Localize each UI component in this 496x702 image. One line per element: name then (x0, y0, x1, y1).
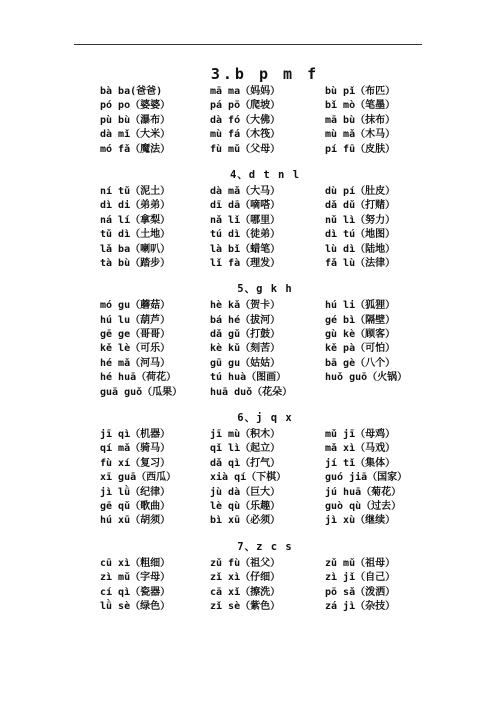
word-entry: mā ma（妈妈） (210, 86, 281, 97)
word-entry: cí qì（瓷器） (100, 586, 171, 598)
word-row (100, 143, 430, 157)
word-row (100, 557, 430, 571)
word-entry: gé bì（隔壁） (325, 314, 396, 326)
word-row (100, 228, 430, 242)
word-entry: tǔ dì（土地） (100, 229, 171, 241)
word-row (100, 428, 430, 442)
word-entry: nǔ lì（努力） (325, 214, 396, 226)
word-row (100, 486, 430, 500)
word-entry: dà fó（大佛） (210, 114, 281, 126)
word-entry: hé huā（荷花） (100, 372, 177, 384)
word-entry: lù dì（陆地） (325, 243, 396, 255)
word-entry: jī qì（机器） (100, 429, 171, 441)
word-entry: fù mǔ（父母） (210, 143, 281, 155)
word-entry: dǎ gǔ（打鼓） (210, 329, 281, 341)
word-entry: gù kè（顾客） (325, 329, 396, 341)
word-row (100, 199, 430, 213)
word-entry: là bǐ（蜡笔） (210, 243, 281, 255)
section-title: 5、g k h (237, 283, 293, 296)
section-title: 6、j q x (237, 412, 293, 425)
word-entry: fǎ lù（法律） (325, 257, 396, 269)
section (100, 64, 430, 157)
word-entry: lǎ ba（喇叭） (100, 243, 171, 255)
word-entry: zá jì（杂技） (325, 600, 396, 612)
word-entry: hé mǎ（河马） (100, 357, 171, 369)
word-entry: cā xǐ（擦洗） (210, 586, 281, 598)
word-entry: qí mǎ（骑马） (100, 443, 171, 455)
section-title: 3.b p m f (210, 65, 320, 83)
word-row (100, 386, 430, 400)
word-row (100, 214, 430, 228)
word-entry: guó jiā（国家） (325, 472, 408, 484)
word-entry: huā duǒ（花朵） (210, 386, 293, 398)
word-entry: pù bù（瀑布） (100, 114, 171, 126)
word-entry: mā bù（抹布） (325, 114, 396, 126)
word-entry: jì lǜ（纪律） (100, 486, 171, 498)
word-entry: dì tú（地图） (325, 229, 396, 241)
word-row (100, 586, 430, 600)
word-entry: xī guā（西瓜） (100, 472, 177, 484)
word-entry: mǎ xì（马戏） (325, 443, 396, 455)
word-entry: huǒ guō（火锅） (325, 372, 408, 384)
word-row (100, 357, 430, 371)
word-entry: jí tǐ（集体） (325, 457, 396, 469)
word-row (100, 114, 430, 128)
word-row (100, 457, 430, 471)
word-row (100, 342, 430, 356)
word-entry: guā guǒ（瓜果） (100, 386, 183, 398)
word-row (100, 243, 430, 257)
section (100, 410, 430, 529)
word-entry: lǐ fà（理发） (210, 257, 281, 269)
section-title: 4、d t n l (229, 168, 301, 181)
word-row (100, 299, 430, 313)
word-entry: zǐ sè（紫色） (210, 600, 281, 612)
word-entry: gē qǔ（歌曲） (100, 500, 171, 512)
word-entry: bǐ mò（笔墨） (325, 100, 396, 112)
word-entry: lǜ sè（绿色） (100, 600, 171, 612)
word-entry: ná lí（拿梨） (100, 214, 171, 226)
word-entry: mǔ jī（母鸡） (325, 429, 396, 441)
word-row (100, 500, 430, 514)
section-title: 7、z c s (237, 540, 293, 553)
word-entry: hú li（狐狸） (325, 300, 396, 312)
word-entry: pá pō（爬坡） (210, 100, 281, 112)
word-row (100, 314, 430, 328)
word-row (100, 371, 430, 385)
word-entry: bā gè（八个） (325, 357, 396, 369)
word-entry: ní tǔ（泥土） (100, 185, 171, 197)
word-entry: mù mǎ（木马） (325, 129, 396, 141)
word-entry: tà bù（踏步） (100, 257, 171, 269)
word-entry: bà ba(爸爸) (100, 86, 163, 97)
word-entry: bù pǐ（布匹） (325, 86, 396, 97)
word-entry: mù fá（木筏） (210, 129, 281, 141)
word-entry (325, 386, 430, 400)
section (100, 167, 430, 271)
word-row (100, 442, 430, 456)
word-entry: gē ge（哥哥） (100, 329, 171, 341)
word-row (100, 257, 430, 271)
word-entry: cū xì（粗细） (100, 557, 171, 569)
word-row (100, 571, 430, 585)
word-entry: tú huà（图画） (210, 372, 287, 384)
pinyin-word-list (100, 64, 430, 614)
word-entry: dī dā（嘀嗒） (210, 200, 281, 212)
word-entry: dà mǐ（大米） (100, 129, 171, 141)
word-entry: zǔ mǔ（祖母） (325, 557, 396, 569)
word-entry: dà mǎ（大马） (210, 185, 281, 197)
word-entry: kě lè（可乐） (100, 343, 171, 355)
word-entry: zǔ fù（祖父） (210, 557, 281, 569)
word-entry: hú lu（葫芦） (100, 314, 171, 326)
word-entry: dǎ dǔ（打赌） (325, 200, 396, 212)
word-entry: zì mǔ（字母） (100, 572, 171, 584)
word-entry: mó fǎ（魔法） (100, 143, 171, 155)
word-row (100, 514, 430, 528)
word-entry: qǐ lì（起立） (210, 443, 281, 455)
word-row (100, 185, 430, 199)
section (100, 539, 430, 615)
word-entry: jù dà（巨大） (210, 486, 281, 498)
word-entry: zǐ xì（仔细） (210, 572, 281, 584)
word-entry: dù pí（肚皮） (325, 185, 396, 197)
word-entry: kě pà（可怕） (325, 343, 396, 355)
word-row (100, 99, 430, 113)
word-entry: jì xù（继续） (325, 515, 396, 527)
word-entry: dǎ qì（打气） (210, 457, 281, 469)
word-entry: bì xū（必须） (210, 515, 281, 527)
word-entry: tú dì（徒弟） (210, 229, 281, 241)
word-entry: zì jǐ（自己） (325, 572, 396, 584)
word-entry: dì di（弟弟） (100, 200, 171, 212)
word-entry: jú huā（菊花） (325, 486, 402, 498)
word-entry: gū gu（姑姑） (210, 357, 281, 369)
word-entry: xià qí（下棋） (210, 472, 287, 484)
word-entry: mó gu（蘑菇） (100, 300, 171, 312)
word-row (100, 128, 430, 142)
header-rule (74, 44, 422, 45)
word-row (100, 600, 430, 614)
word-entry: bá hé（拔河） (210, 314, 281, 326)
word-entry: pō sǎ（泼洒） (325, 586, 396, 598)
word-entry: hú xū（胡须） (100, 515, 171, 527)
word-entry: pí fū（皮肤） (325, 143, 396, 155)
section (100, 281, 430, 400)
word-row (100, 85, 430, 99)
word-entry: nǎ lǐ（哪里） (210, 214, 281, 226)
word-entry: hè kǎ（贺卡） (210, 300, 281, 312)
word-entry: jī mù（积木） (210, 429, 281, 441)
word-row (100, 328, 430, 342)
word-row (100, 471, 430, 485)
word-entry: pó po（婆婆） (100, 100, 171, 112)
word-entry: guò qù（过去） (325, 500, 402, 512)
word-entry: fù xí（复习） (100, 457, 171, 469)
word-entry: lè qù（乐趣） (210, 500, 281, 512)
word-entry: kè kǔ（刻苦） (210, 343, 281, 355)
